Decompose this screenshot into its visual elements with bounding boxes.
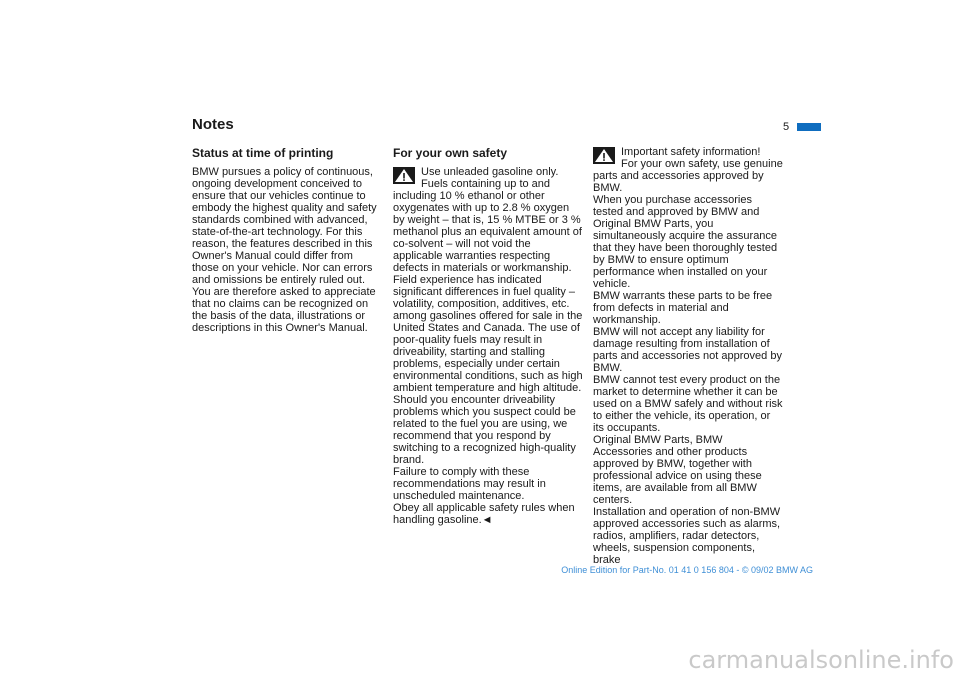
column-status xyxy=(192,146,382,334)
fuel-warning-text: Use unleaded gasoline only. Fuels containing up to and including 10 % ethanol or other oxygenates with up to 2.8 % oxygen by weight – that is, 15 % MTBE or 3 % methanol plus an equivalent amount of co-solvent – will not void the applicable warranties respecting defects in materials or workmanship. Field experience has indicated significant differences in fuel quality – volatility, composition, additives, etc. among gasolines offered for sale in the United States and Canada. The use of poor-quality fuels may result in driveability, starting and stalling problems, especially under certain environmental conditions, such as high ambient temperature and high altitude. Should you encounter driveability problems which you suspect could be related to the fuel you are using, we recommend that you respond by switching to a recognized high-quality brand. Failure to comply with these recommendations may result in unscheduled maintenance. Obey all applicable safety rules when handling gasoline.◄ xyxy=(393,166,583,526)
warning-triangle-icon xyxy=(593,147,615,164)
footer-edition-note: Online Edition for Part-No. 01 41 0 156 804 - © 09/02 BMW AG xyxy=(561,565,813,575)
page-title: Notes xyxy=(192,116,234,133)
watermark: carmanualsonline.info xyxy=(688,646,954,674)
column-safety xyxy=(393,146,583,526)
section-heading-status: Status at time of printing xyxy=(192,146,334,160)
accessories-warning-block xyxy=(593,146,783,566)
column-accessories xyxy=(593,146,783,566)
accessories-warning-text: Important safety information! For your own safety, use genuine parts and accessories approved by BMW. When you purchase accessories tested and approved by BMW and Original BMW Parts, you simultaneously acquire the assurance that they have been thoroughly tested by BMW to ensure optimum performance when installed on your vehicle. BMW warrants these parts to be free from defects in material and workmanship. BMW will not accept any liability for damage resulting from installation of parts and accessories not approved by BMW. BMW cannot test every product on the market to determine whether it can be used on a BMW safely and without risk to either the vehicle, its operation, or its occupants. Original BMW Parts, BMW Accessories and other products approved by BMW, together with professional advice on using these items, are available from all BMW centers. Installation and operation of non-BMW approved accessories such as alarms, radios, amplifiers, radar detectors, wheels, suspension components, brake xyxy=(593,146,783,566)
page-tab-marker xyxy=(797,123,821,131)
warning-triangle-icon xyxy=(393,167,415,184)
fuel-warning-block xyxy=(393,166,583,526)
section-heading-safety: For your own safety xyxy=(393,146,508,160)
page-number: 5 xyxy=(783,121,790,133)
status-paragraph: BMW pursues a policy of continuous, ongoing development conceived to ensure that our vehicles continue to embody the highest quality and safety standards combined with advanced, state-of-the-art technology. For this reason, the features described in this Owner's Manual could differ from those on your vehicle. Nor can errors and omissions be entirely ruled out. You are therefore asked to appreciate that no claims can be recognized on the basis of the data, illustrations or descriptions in this Owner's Manual. xyxy=(192,166,377,334)
